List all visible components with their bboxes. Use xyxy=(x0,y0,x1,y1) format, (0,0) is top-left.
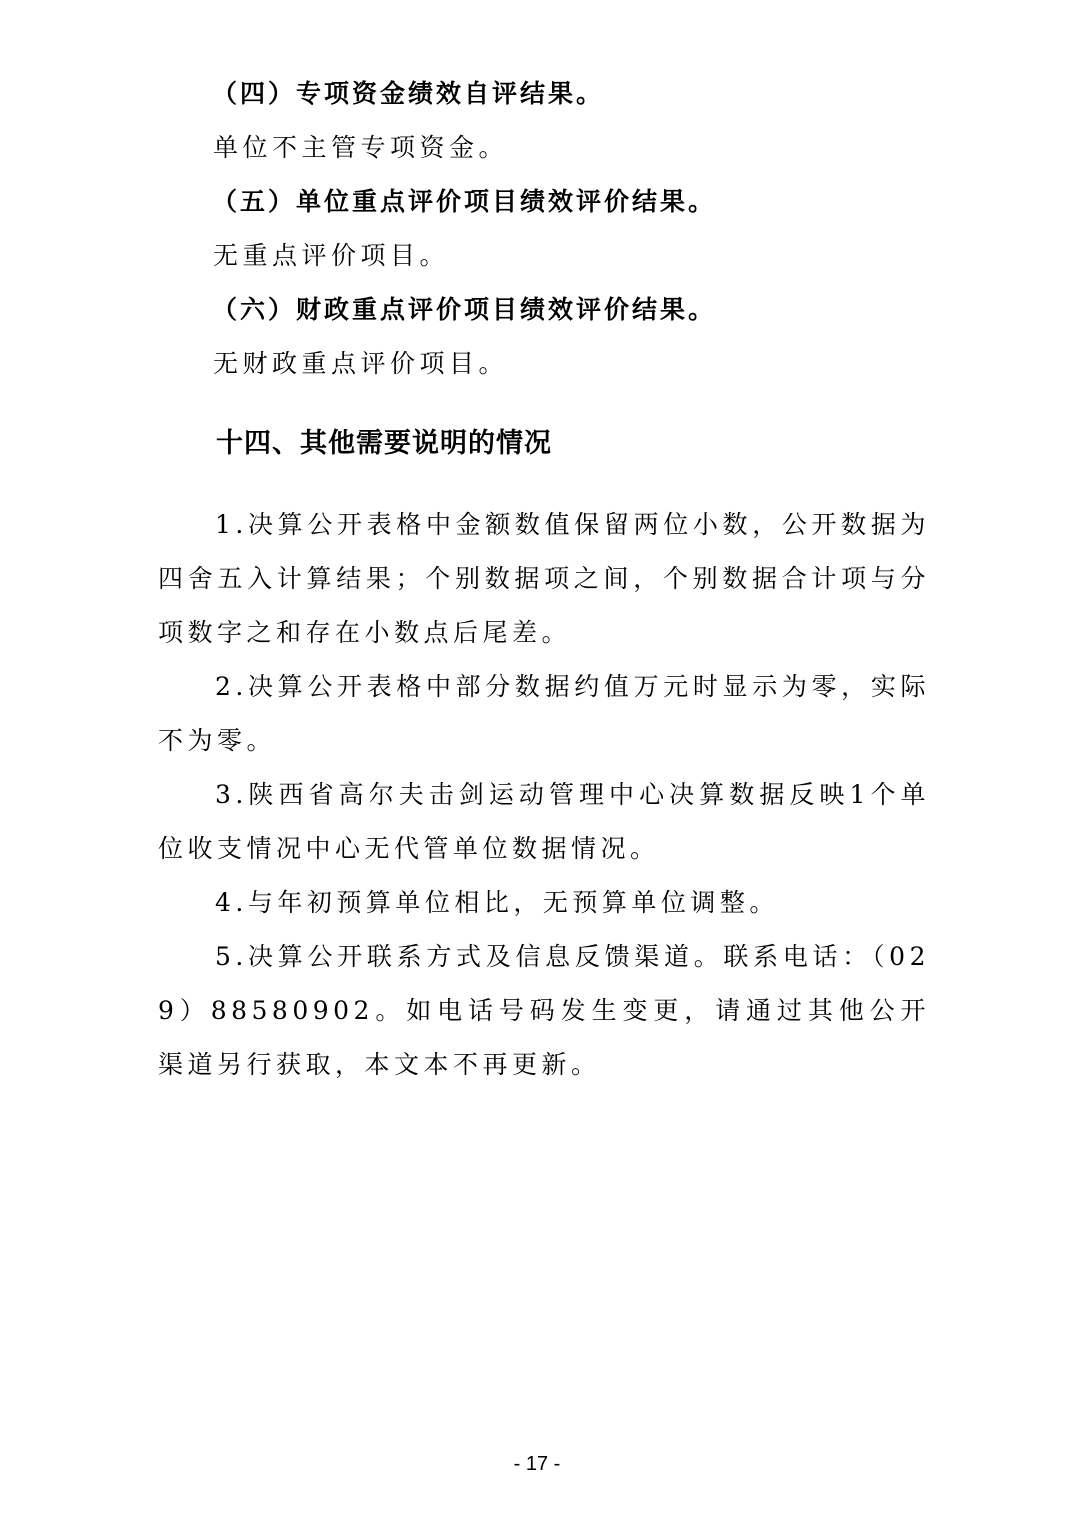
subsection-body-4: 单位不主管专项资金。 xyxy=(213,133,509,162)
subsection-body-5: 无重点评价项目。 xyxy=(213,241,450,270)
subsection-body-6: 无财政重点评价项目。 xyxy=(213,349,509,378)
subsection-heading-5: （五）单位重点评价项目绩效评价结果。 xyxy=(212,187,717,216)
subsection-heading-6: （六）财政重点评价项目绩效评价结果。 xyxy=(212,295,717,324)
section-heading: 十四、其他需要说明的情况 xyxy=(216,428,552,459)
note-item-3: 3.陕西省高尔夫击剑运动管理中心决算数据反映1个单位收支情况中心无代管单位数据情况。 xyxy=(158,780,930,863)
page-number: - 17 - xyxy=(513,1453,561,1475)
note-item-1: 1.决算公开表格中金额数值保留两位小数，公开数据为四舍五入计算结果；个别数据项之间，个别数据合计项与分项数字之和存在小数点后尾差。 xyxy=(158,510,930,647)
subsection-heading-4: （四）专项资金绩效自评结果。 xyxy=(212,79,605,108)
note-item-4: 4.与年初预算单位相比，无预算单位调整。 xyxy=(215,888,779,917)
note-item-2: 2.决算公开表格中部分数据约值万元时显示为零，实际不为零。 xyxy=(158,672,930,755)
note-item-5: 5.决算公开联系方式及信息反馈渠道。联系电话：（029）88580902。如电话号码发生变更，请通过其他公开渠道另行获取，本文本不再更新。 xyxy=(158,942,930,1079)
